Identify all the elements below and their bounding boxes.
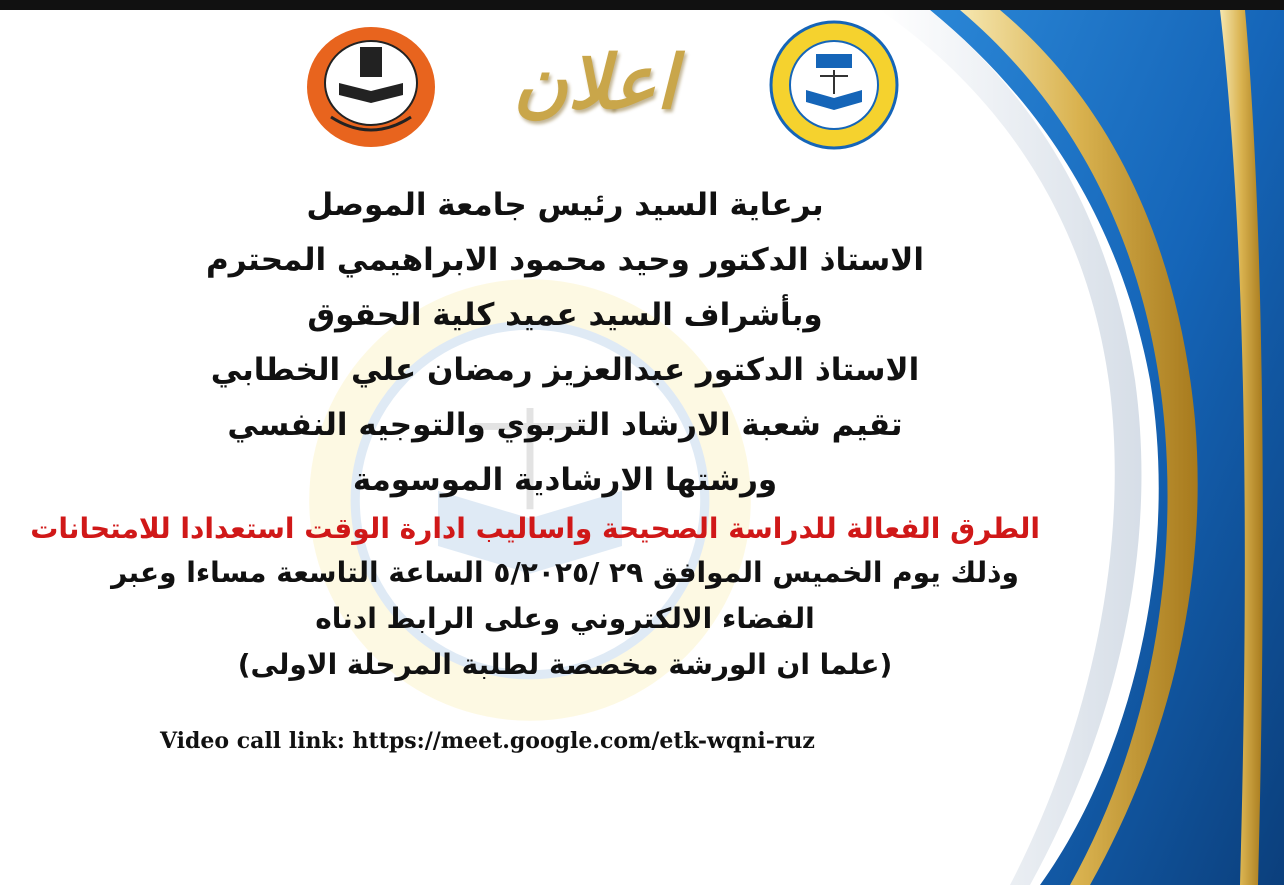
college-of-law-logo (768, 20, 900, 150)
patronage-line: برعاية السيد رئيس جامعة الموصل (306, 187, 824, 223)
workshop-intro-line: ورشتها الارشادية الموسومة (352, 462, 778, 498)
date-time-line: وذلك يوم الخميس الموافق ٢٩ /٥/٢٠٢٥ الساعة التاسعة مساءا وعبر (111, 556, 1019, 589)
audience-note-line: (علما ان الورشة مخصصة لطلبة المرحلة الاولى) (237, 648, 893, 681)
workshop-title: الطرق الفعالة للدراسة الصحيحة واساليب ادارة الوقت استعدادا للامتحانات (30, 512, 1040, 545)
video-call-link[interactable]: Video call link: https://meet.google.com/etk-wqni-ruz (160, 728, 815, 754)
dean-name-line: الاستاذ الدكتور عبدالعزيز رمضان علي الخطابي (210, 352, 920, 388)
organizer-line: تقيم شعبة الارشاد التربوي والتوجيه النفسي (227, 407, 903, 443)
president-name-line: الاستاذ الدكتور وحيد محمود الابراهيمي المحترم (206, 242, 924, 278)
online-link-line: الفضاء الالكتروني وعلى الرابط ادناه (315, 602, 815, 635)
announcement-heading: اعلان (513, 40, 677, 126)
announcement-body (30, 178, 1040, 688)
university-of-mosul-logo (305, 25, 437, 150)
supervision-line: وبأشراف السيد عميد كلية الحقوق (307, 297, 823, 333)
